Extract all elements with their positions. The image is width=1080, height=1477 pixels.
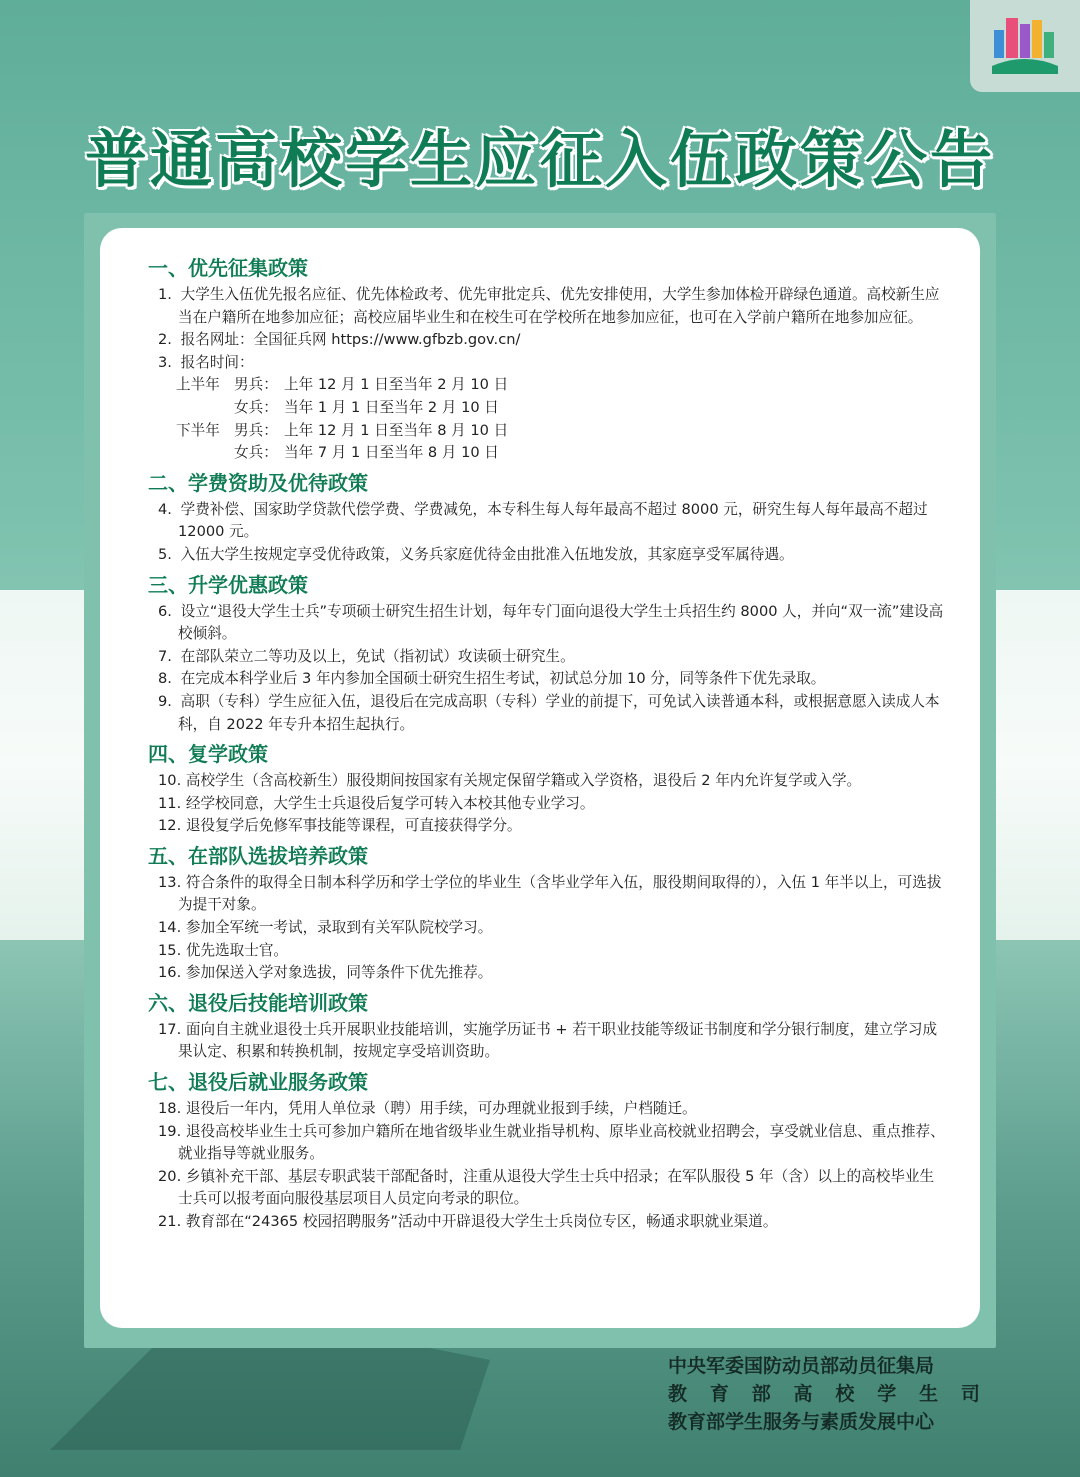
item-number: 5.	[158, 545, 172, 563]
item-text: 在完成本科学业后 3 年内参加全国硕士研究生招生考试，初试总分加 10 分，同等条件下优先录取。	[180, 670, 826, 688]
policy-item	[148, 815, 948, 838]
item-text: 乡镇补充干部、基层专职武装干部配备时，注重从退役大学生士兵中招录；在军队服役 5 年（含）以上的高校毕业生士兵可以报考面向服役基层项目人员定向考录的职位。	[178, 1167, 935, 1208]
schedule-row	[148, 420, 948, 443]
schedule-row	[148, 374, 948, 397]
item-number: 12.	[158, 817, 182, 835]
policy-section	[148, 469, 948, 567]
item-text: 教育部在“24365 校园招聘服务”活动中开辟退役大学生士兵岗位专区，畅通求职就业渠道。	[185, 1213, 778, 1230]
schedule-sex: 女兵：	[234, 398, 278, 416]
policy-item	[148, 329, 948, 352]
schedule-row	[148, 442, 948, 465]
schedule-half: 上半年	[176, 376, 220, 394]
policy-item	[148, 1098, 948, 1121]
issuer-line-3: 教育部学生服务与素质发展中心	[668, 1411, 935, 1433]
issuer-line-2	[668, 1380, 980, 1408]
policy-item	[148, 691, 948, 736]
section-heading: 一、优先征集政策	[148, 256, 308, 280]
item-text: 退役后一年内，凭用人单位录（聘）用手续，可办理就业报到手续，户档随迁。	[185, 1100, 697, 1118]
item-text: 大学生入伍优先报名应征、优先体检政考、优先审批定兵、优先安排使用，大学生参加体检开辟绿色通道。高校新生应当在户籍所在地参加应征；高校应届毕业生和在校生可在学校所在地参加应征，也可在入学前户籍所在地参加应征。	[178, 286, 940, 326]
item-number: 8.	[158, 670, 172, 688]
item-text: 高职（专科）学生应征入伍，退役后在完成高职（专科）学业的前提下，可免试入读普通本科，或根据意愿入读成人本科，自 2022 年专升本招生起执行。	[178, 692, 940, 733]
logo	[970, 0, 1080, 92]
policy-item	[148, 962, 948, 985]
schedule-time: 上年 12 月 1 日至当年 2 月 10 日	[284, 376, 509, 394]
item-text: 面向自主就业退役士兵开展职业技能培训，实施学历证书 + 若干职业技能等级证书制度和学分银行制度，建立学习成果认定、积累和转换机制，按规定享受培训资助。	[178, 1020, 938, 1061]
item-text: 报名时间：	[180, 353, 254, 371]
item-text: 学费补偿、国家助学贷款代偿学费、学费减免，本专科生每人每年最高不超过 8000 元，研究生每人每年最高不超过 12000 元。	[178, 500, 928, 541]
policy-item	[148, 544, 948, 567]
item-text: 入伍大学生按规定享受优待政策，义务兵家庭优待金由批准入伍地发放，其家庭享受军属待遇。	[180, 545, 794, 563]
item-number: 2.	[158, 331, 172, 349]
item-text: 退役复学后免修军事技能等课程，可直接获得学分。	[185, 817, 522, 835]
issuer-line-1: 中央军委国防动员部动员征集局	[668, 1355, 935, 1377]
section-heading: 七、退役后就业服务政策	[148, 1070, 368, 1095]
item-text: 在部队荣立二等功及以上，免试（指初试）攻读硕士研究生。	[180, 647, 575, 665]
item-number: 20.	[158, 1167, 182, 1185]
schedule-half	[148, 442, 234, 465]
item-number: 21.	[158, 1213, 182, 1230]
policy-item	[148, 499, 948, 544]
item-text: 经学校同意，大学生士兵退役后复学可转入本校其他专业学习。	[185, 794, 595, 812]
item-number: 1.	[158, 286, 172, 303]
item-number: 10.	[158, 772, 182, 790]
policy-section	[148, 254, 948, 465]
item-number: 15.	[158, 941, 182, 959]
page-title: 普通高校学生应征入伍政策公告	[84, 123, 995, 196]
issuer-char: 学	[877, 1383, 897, 1405]
policy-item	[148, 668, 948, 691]
schedule-sex: 男兵：	[234, 421, 278, 439]
policy-item	[148, 284, 948, 329]
policy-section	[148, 740, 948, 838]
policy-item	[148, 793, 948, 816]
item-text: 参加保送入学对象选拔，同等条件下优先推荐。	[185, 964, 493, 982]
item-number: 11.	[158, 794, 182, 812]
section-heading: 二、学费资助及优待政策	[148, 470, 368, 495]
item-text: 报名网址：全国征兵网 https://www.gfbzb.gov.cn/	[180, 331, 521, 349]
schedule-half: 下半年	[176, 421, 220, 439]
item-number: 7.	[158, 647, 172, 665]
item-number: 17.	[158, 1020, 182, 1038]
policy-item	[148, 917, 948, 940]
item-number: 13.	[158, 873, 182, 891]
schedule-sex: 男兵：	[234, 376, 278, 394]
policy-item	[148, 1019, 948, 1064]
schedule-time: 上年 12 月 1 日至当年 8 月 10 日	[284, 421, 509, 439]
item-number: 6.	[158, 602, 172, 620]
policy-item	[148, 352, 948, 375]
section-heading: 四、复学政策	[148, 742, 268, 767]
item-text: 高校学生（含高校新生）服役期间按国家有关规定保留学籍或入学资格，退役后 2 年内允许复学或入学。	[185, 772, 862, 790]
policy-item	[148, 601, 948, 646]
policy-section	[148, 1068, 948, 1234]
policy-item	[148, 646, 948, 669]
item-text: 参加全军统一考试，录取到有关军队院校学习。	[185, 919, 493, 937]
section-heading: 六、退役后技能培训政策	[148, 990, 368, 1015]
policy-item	[148, 770, 948, 793]
policy-section	[148, 571, 948, 737]
issuer-char: 育	[709, 1383, 729, 1405]
policy-item	[148, 1166, 948, 1211]
item-number: 3.	[158, 353, 172, 371]
item-text: 设立“退役大学生士兵”专项硕士研究生招生计划，每年专门面向退役大学生士兵招生约 8000 人，并向“双一流”建设高校倾斜。	[178, 602, 944, 643]
item-text: 优先选取士官。	[185, 941, 289, 959]
item-number: 16.	[158, 964, 182, 982]
issuer-char: 部	[751, 1383, 771, 1405]
policy-section	[148, 842, 948, 985]
section-heading: 五、在部队选拔培养政策	[148, 843, 368, 868]
policy-section	[148, 989, 948, 1064]
item-number: 19.	[158, 1122, 182, 1140]
schedule-time: 当年 1 月 1 日至当年 2 月 10 日	[284, 398, 499, 416]
item-number: 9.	[158, 692, 172, 710]
policy-item	[148, 1121, 948, 1166]
schedule-sex: 女兵：	[234, 444, 278, 462]
policy-item	[148, 940, 948, 963]
issuer-block	[668, 1352, 980, 1436]
issuer-char: 教	[668, 1383, 688, 1405]
schedule-row	[148, 397, 948, 420]
policy-item	[148, 872, 948, 917]
policy-item	[148, 1211, 948, 1234]
issuer-char: 校	[835, 1383, 855, 1405]
item-number: 4.	[158, 500, 172, 518]
issuer-char: 生	[919, 1383, 939, 1405]
item-text: 符合条件的取得全日制本科学历和学士学位的毕业生（含毕业学年入伍，服役期间取得的），入伍 1 年半以上，可选拔为提干对象。	[178, 873, 942, 914]
item-number: 14.	[158, 919, 182, 937]
city-logo-icon	[970, 0, 1080, 92]
schedule-time: 当年 7 月 1 日至当年 8 月 10 日	[284, 444, 499, 462]
issuer-char: 高	[793, 1383, 813, 1405]
section-heading: 三、升学优惠政策	[148, 572, 308, 597]
item-text: 退役高校毕业生士兵可参加户籍所在地省级毕业生就业指导机构、原毕业高校就业招聘会，享受就业信息、重点推荐、就业指导等就业服务。	[178, 1122, 945, 1163]
policy-content	[148, 254, 948, 1238]
issuer-char: 司	[960, 1383, 980, 1405]
item-number: 18.	[158, 1100, 182, 1118]
issuer-line-2-text	[668, 1380, 980, 1408]
schedule-half	[148, 397, 234, 420]
